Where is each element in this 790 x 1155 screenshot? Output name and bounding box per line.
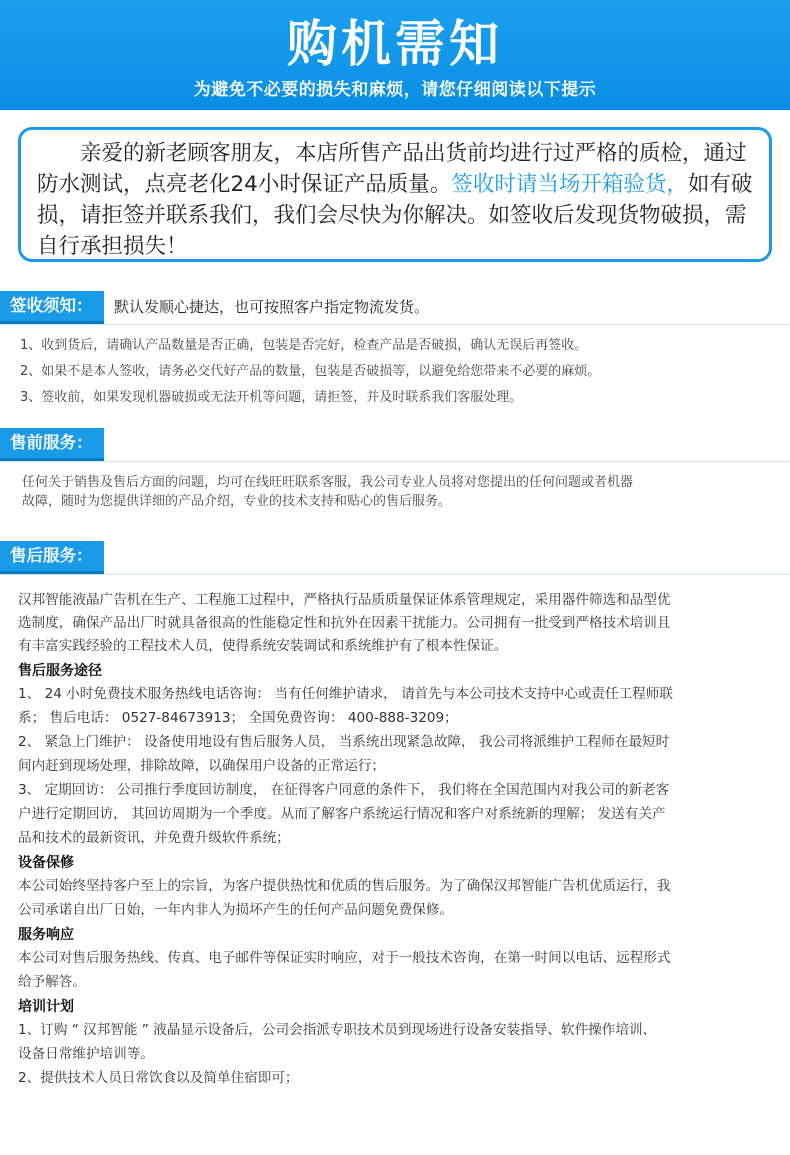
aftersale-intro-3: 有丰富实践经验的工程技术人员，使得系统安装调试和系统维护有了根本性保证。 <box>18 638 508 654</box>
response-title: 服务响应 <box>18 927 74 943</box>
route-line-4: 间内赶到现场处理，排除故障，以确保用户设备的正常运行； <box>18 758 386 774</box>
sign-lead: 默认发顺心捷达，也可按照客户指定物流发货。 <box>114 298 430 316</box>
route-title: 售后服务途径 <box>18 663 102 679</box>
page-title: 购机需知 <box>287 15 503 73</box>
warranty-line-1: 本公司始终坚持客户至上的宗旨，为客户提供热忱和优质的售后服务。为了确保汉邦智能广告机优质运行，我 <box>18 878 671 894</box>
sign-item-2: 2、如果不是本人签收，请务必交代好产品的数量，包装是否破损等，以避免给您带来不必要的麻烦。 <box>20 364 601 379</box>
warranty-title: 设备保修 <box>18 855 74 871</box>
divider <box>0 461 790 462</box>
route-line-2: 系； 售后电话： 0527-84673913； 全国免费咨询： 400-888-3209； <box>18 710 458 726</box>
presale-line-2: 故障，随时为您提供详细的产品介绍，专业的技术支持和贴心的售后服务。 <box>22 494 452 509</box>
aftersale-intro-2: 选制度，确保产品出厂时就具备很高的性能稳定性和抗外在因素干扰能力。公司拥有一批受到严格技术培训且 <box>18 615 671 631</box>
training-title: 培训计划 <box>18 999 74 1015</box>
notice-text-1: 亲爱的新老顾客朋友，本店所售产品出货前均进行过严格的质检，通过防水测试，点亮老化24小时保证产品质量。 <box>37 141 747 197</box>
header-banner <box>0 0 790 110</box>
training-line-3: 2、提供技术人员日常饮食以及简单住宿即可； <box>18 1070 299 1086</box>
notice-box <box>18 127 772 262</box>
warranty-line-2: 公司承诺自出厂日始，一年内非人为损坏产生的任何产品问题免费保修。 <box>18 902 453 918</box>
sign-item-3: 3、签收前，如果发现机器破损或无法开机等问题，请拒签，并及时联系我们客服处理。 <box>20 390 523 405</box>
section-tab-sign: 签收须知： <box>0 291 104 321</box>
divider <box>0 574 790 575</box>
section-tab-aftersale: 售后服务： <box>0 541 104 571</box>
sign-item-1: 1、收到货后，请确认产品数量是否正确，包装是否完好，检查产品是否破损，确认无误后再签收。 <box>20 338 588 353</box>
notice-highlight: 签收时请当场开箱验货， <box>451 172 688 197</box>
presale-line-1: 任何关于销售及售后方面的问题，均可在线旺旺联系客服，我公司专业人员将对您提出的任何问题或者机器 <box>22 475 634 490</box>
route-line-6: 户进行定期回访， 其回访周期为一个季度。从而了解客户系统运行情况和客户对系统新的理解； 发送有关产 <box>18 806 666 822</box>
divider <box>0 324 790 325</box>
route-line-5: 3、 定期回访： 公司推行季度回访制度， 在征得客户同意的条件下， 我们将在全国范围内对我公司的新老客 <box>18 782 670 798</box>
route-line-3: 2、 紧急上门维护： 设备使用地设有售后服务人员， 当系统出现紧急故障， 我公司将派维护工程师在最短时 <box>18 734 670 750</box>
route-line-7: 品和技术的最新资讯，并免费升级软件系统； <box>18 830 290 846</box>
response-line-1: 本公司对售后服务热线、传真、电子邮件等保证实时响应，对于一般技术咨询，在第一时间以电话、远程形式 <box>18 950 671 966</box>
notice-text-2: 如有破损，请拒签并联系我们，我们会尽快为你解决。如签收后发现货物破损，需自行承担损失！ <box>37 172 753 259</box>
training-line-1: 1、订购 “ 汉邦智能 ” 液晶显示设备后，公司会指派专职技术员到现场进行设备安装指导、软件操作培训、 <box>18 1022 657 1038</box>
section-tab-presale: 售前服务： <box>0 428 104 458</box>
response-line-2: 给予解答。 <box>18 974 86 990</box>
route-line-1: 1、 24 小时免费技术服务热线电话咨询： 当有任何维护请求， 请首先与本公司技术支持中心或责任工程师联 <box>18 686 673 702</box>
aftersale-intro-1: 汉邦智能液晶广告机在生产、工程施工过程中，严格执行品质质量保证体系管理规定，采用器件筛选和品型优 <box>18 592 671 608</box>
training-line-2: 设备日常维护培训等。 <box>18 1046 154 1062</box>
page-subtitle: 为避免不必要的损失和麻烦，请您仔细阅读以下提示 <box>193 80 597 100</box>
